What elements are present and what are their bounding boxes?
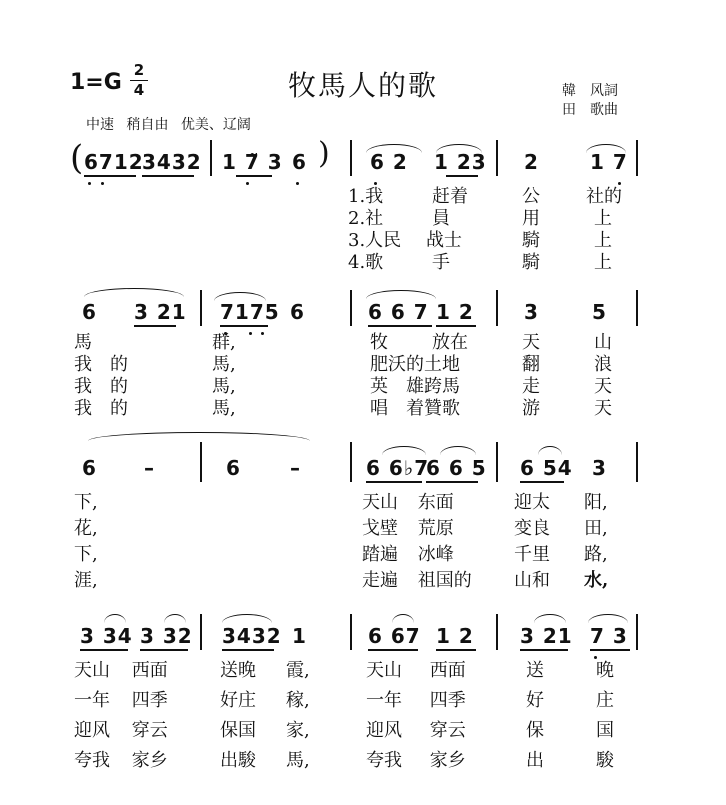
note-group: 3432 xyxy=(222,624,282,648)
lyric: 浪 xyxy=(594,354,612,375)
note-group: 3 32 xyxy=(140,624,193,648)
barline xyxy=(200,290,202,326)
lyric: 赶着 xyxy=(432,186,468,207)
beam xyxy=(366,481,422,483)
lyric: 踏遍 冰峰 xyxy=(362,544,454,565)
lyric: 員 xyxy=(432,208,450,229)
lyric: 下, xyxy=(74,492,98,513)
lyric: 夸我 家乡 xyxy=(74,750,168,771)
lyric: 涯, xyxy=(74,570,98,591)
lyric: 国 xyxy=(596,720,614,741)
note-group: 6712 xyxy=(84,150,144,174)
slur xyxy=(164,614,186,623)
lyric: 上 xyxy=(594,230,612,251)
lyric: 出 xyxy=(526,750,544,771)
note-group: 6 6♭7 xyxy=(366,456,430,480)
low-dot xyxy=(246,182,249,185)
lyric: 迎风 穿云 xyxy=(74,720,168,741)
lyric: 我 的 xyxy=(74,398,128,419)
lyric: 3.人民 xyxy=(348,230,402,251)
lyric: 上 xyxy=(594,208,612,229)
beam xyxy=(222,649,274,651)
lyric: 晚 xyxy=(596,660,614,681)
lyricist-credit: 韓 风詞 xyxy=(562,83,618,99)
lyric: 公 xyxy=(522,186,540,207)
note-group: 1 2 xyxy=(436,300,474,324)
lyric: 庄 xyxy=(596,690,614,711)
beam xyxy=(368,649,418,651)
note-group: 1 7 xyxy=(590,150,628,174)
dash: – xyxy=(144,456,155,480)
slur xyxy=(440,446,476,455)
lyric: 上 xyxy=(594,252,612,273)
note-group: 6 6 7 xyxy=(368,300,429,324)
lyric: 下, xyxy=(74,544,98,565)
barline xyxy=(350,290,352,326)
lyric: 送 xyxy=(526,660,544,681)
barline xyxy=(350,140,352,176)
lyric: 田, xyxy=(584,518,608,539)
beam xyxy=(590,649,630,651)
lyric: 用 xyxy=(522,208,540,229)
lyric: 战士 xyxy=(426,230,462,251)
tempo-marking: 中速 稍自由 优美、辽阔 xyxy=(86,117,251,133)
note: 2 xyxy=(524,150,539,174)
slur xyxy=(588,614,628,623)
lyric: 水, xyxy=(584,570,609,591)
lyric: 翻 xyxy=(522,354,540,375)
lyric: 肥沃的土地 xyxy=(370,354,460,375)
note-group: 6 67 xyxy=(368,624,421,648)
beam xyxy=(436,325,476,327)
barline xyxy=(350,442,352,482)
lyric: 游 xyxy=(522,398,540,419)
song-title: 牧馬人的歌 xyxy=(287,69,438,102)
low-dot xyxy=(261,332,264,335)
low-dot xyxy=(249,332,252,335)
beam xyxy=(368,325,432,327)
beam xyxy=(220,325,268,327)
lyric: 手 xyxy=(432,252,450,273)
beam xyxy=(80,649,128,651)
lyric: 駿 xyxy=(596,750,614,771)
beam xyxy=(520,649,568,651)
lyric: 阳, xyxy=(584,492,608,513)
lyric: 天 xyxy=(522,332,540,353)
barline xyxy=(200,442,202,482)
beam xyxy=(446,175,478,177)
lyric: 路, xyxy=(584,544,608,565)
slur xyxy=(104,614,126,623)
lyric: 騎 xyxy=(522,230,540,251)
time-signature-bottom: 4 xyxy=(133,81,145,99)
beam xyxy=(140,649,188,651)
slur xyxy=(392,614,414,623)
lyric: 走遍 祖国的 xyxy=(362,570,472,591)
lyric: 山和 xyxy=(514,570,550,591)
note: 5 xyxy=(592,300,607,324)
lyric: 1.我 xyxy=(348,186,384,207)
note-group: 6 54 xyxy=(520,456,573,480)
lyric: 馬 xyxy=(74,332,92,353)
slur xyxy=(382,446,426,455)
lyric: 天 xyxy=(594,398,612,419)
lyric: 英 雄跨馬 xyxy=(370,376,460,397)
slur xyxy=(366,290,436,299)
lyric: 唱 着贊歌 xyxy=(370,398,460,419)
lyric: 一年 四季 xyxy=(366,690,466,711)
barline xyxy=(636,290,638,326)
lyric: 天山 西面 xyxy=(366,660,466,681)
lyric: 保国 xyxy=(220,720,256,741)
lyric: 馬, xyxy=(286,750,310,771)
lyric: 群, xyxy=(212,332,236,353)
low-dot xyxy=(101,182,104,185)
lyric: 天 xyxy=(594,376,612,397)
lyric: 天山 西面 xyxy=(74,660,168,681)
low-dot xyxy=(88,182,91,185)
lyric: 保 xyxy=(526,720,544,741)
brace-close: ) xyxy=(318,136,330,171)
barline xyxy=(496,290,498,326)
lyric: 变良 xyxy=(514,518,550,539)
composer-credit: 田 歌曲 xyxy=(562,102,618,118)
note: 1 xyxy=(292,624,307,648)
beam xyxy=(236,175,272,177)
beam xyxy=(84,175,136,177)
lyric: 迎太 xyxy=(514,492,550,513)
slur xyxy=(88,432,310,441)
lyric: 牧 xyxy=(370,332,388,353)
lyric: 天山 东面 xyxy=(362,492,454,513)
note-group: 7 3 xyxy=(590,624,628,648)
lyric: 千里 xyxy=(514,544,550,565)
lyric: 戈壁 荒原 xyxy=(362,518,454,539)
beam xyxy=(520,481,564,483)
note-group: 3 21 xyxy=(520,624,573,648)
note-group: 1 2 xyxy=(436,624,474,648)
barline xyxy=(636,140,638,176)
lyric: 花, xyxy=(74,518,98,539)
note-group: 3 21 xyxy=(134,300,187,324)
low-dot xyxy=(296,182,299,185)
lyric: 家, xyxy=(286,720,310,741)
barline xyxy=(200,614,202,650)
beam xyxy=(142,175,194,177)
beam xyxy=(134,325,176,327)
barline xyxy=(496,614,498,650)
lyric: 霞, xyxy=(286,660,310,681)
note: 6 xyxy=(290,300,305,324)
beam xyxy=(436,649,476,651)
key-signature: 1=G xyxy=(70,70,122,95)
lyric: 4.歌 xyxy=(348,252,384,273)
slur xyxy=(534,614,566,623)
note: 6 xyxy=(82,456,97,480)
lyric: 馬, xyxy=(212,376,236,397)
note-group: 3 34 xyxy=(80,624,133,648)
barline xyxy=(350,614,352,650)
brace: ( xyxy=(70,138,84,178)
lyric: 出駿 xyxy=(220,750,256,771)
note: 6 xyxy=(226,456,241,480)
lyric: 社的 xyxy=(586,186,622,207)
slur xyxy=(84,288,184,297)
note-group: 7175 xyxy=(220,300,280,324)
note: 6 xyxy=(82,300,97,324)
slur xyxy=(222,614,272,623)
slur xyxy=(538,446,562,455)
note: 3 xyxy=(524,300,539,324)
note-group: 6 6 5 xyxy=(426,456,487,480)
barline xyxy=(496,442,498,482)
note-group: 1 23 xyxy=(434,150,487,174)
lyric: 馬, xyxy=(212,398,236,419)
lyric: 馬, xyxy=(212,354,236,375)
lyric: 2.社 xyxy=(348,208,384,229)
lyric: 騎 xyxy=(522,252,540,273)
barline xyxy=(210,140,212,176)
note-group: 6 2 xyxy=(370,150,408,174)
lyric: 好庄 xyxy=(220,690,256,711)
barline xyxy=(636,614,638,650)
lyric: 送晚 xyxy=(220,660,256,681)
time-signature-top: 2 xyxy=(133,61,145,79)
beam xyxy=(426,481,478,483)
dash: – xyxy=(290,456,301,480)
lyric: 走 xyxy=(522,376,540,397)
lyric: 夸我 家乡 xyxy=(366,750,466,771)
lyric: 我 的 xyxy=(74,354,128,375)
barline xyxy=(496,140,498,176)
note-group: 1 7̃ 3 xyxy=(222,150,283,174)
note: 6 xyxy=(292,150,307,174)
note: 3 xyxy=(592,456,607,480)
lyric: 迎风 穿云 xyxy=(366,720,466,741)
lyric: 山 xyxy=(594,332,612,353)
barline xyxy=(636,442,638,482)
lyric: 我 的 xyxy=(74,376,128,397)
lyric: 稼, xyxy=(286,690,310,711)
lyric: 放在 xyxy=(432,332,468,353)
lyric: 好 xyxy=(526,690,544,711)
note-group: 3432 xyxy=(142,150,202,174)
lyric: 一年 四季 xyxy=(74,690,168,711)
